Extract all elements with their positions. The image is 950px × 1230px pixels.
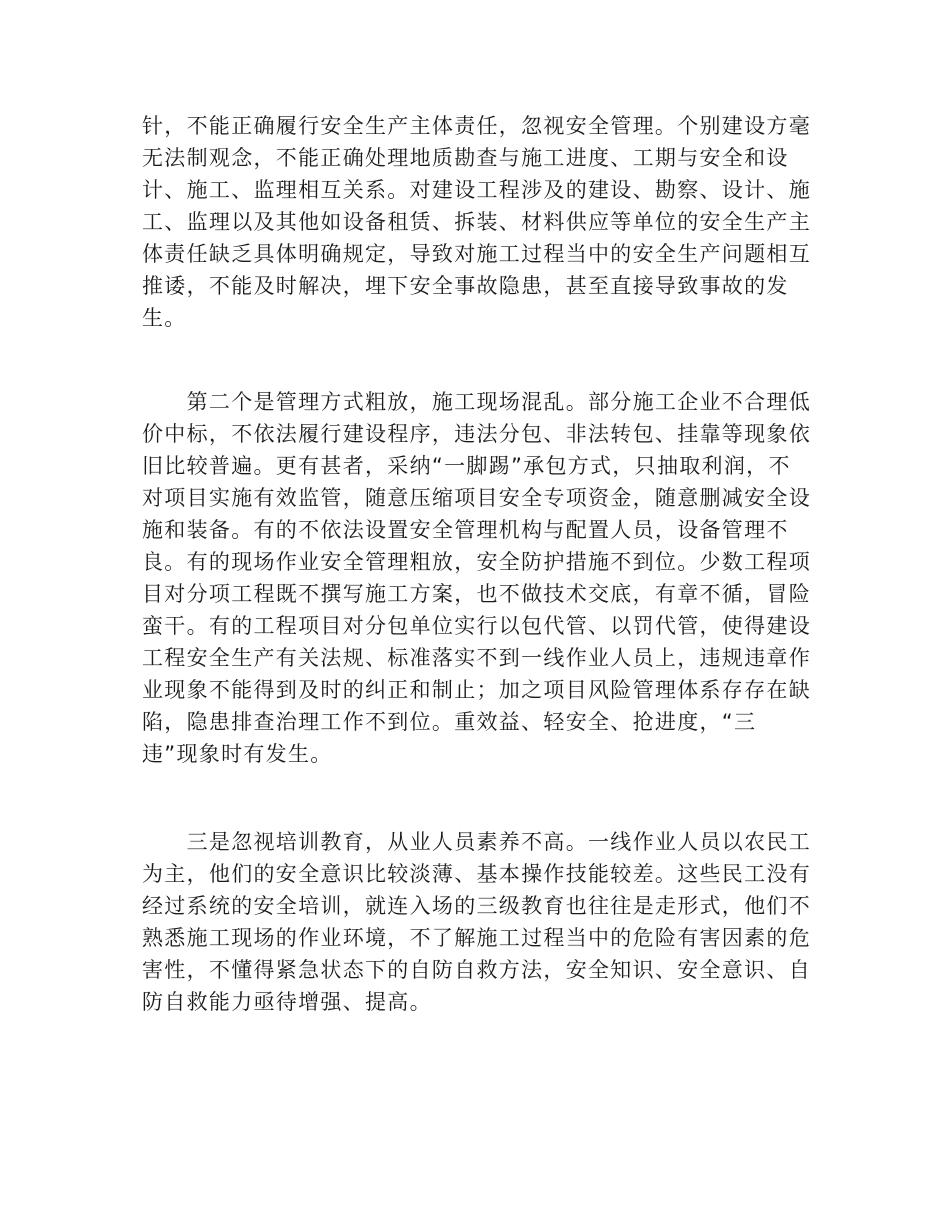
text-line: 价中标，不依法履行建设程序，违法分包、非法转包、挂靠等现象依	[142, 422, 811, 446]
text-line: 防自救能力亟待增强、提高。	[142, 990, 432, 1014]
text-line: 第二个是管理方式粗放，施工现场混乱。部分施工企业不合理低	[142, 390, 811, 414]
text-line: 旧比较普遍。更有甚者，采纳“一脚踢”承包方式，只抽取利润，不	[142, 454, 791, 478]
text-line: 无法制观念，不能正确处理地质勘查与施工进度、工期与安全和设	[142, 146, 789, 170]
text-line: 体责任缺乏具体明确规定，导致对施工过程当中的安全生产问题相互	[142, 242, 811, 266]
text-line: 针，不能正确履行安全生产主体责任，忽视安全管理。个别建设方毫	[142, 114, 811, 138]
text-line: 良。有的现场作业安全管理粗放，安全防护措施不到位。少数工程项	[142, 550, 811, 574]
text-line: 违”现象时有发生。	[142, 742, 333, 766]
text-line: 陷，隐患排查治理工作不到位。重效益、轻安全、抢进度，“三	[142, 710, 757, 734]
text-line: 熟悉施工现场的作业环境，不了解施工过程当中的危险有害因素的危	[142, 926, 811, 950]
paragraph-responsibility	[142, 110, 812, 334]
text-line: 目对分项工程既不撰写施工方案，也不做技术交底，有章不循，冒险	[142, 582, 811, 606]
text-line: 三是忽视培训教育，从业人员素养不高。一线作业人员以农民工	[142, 830, 811, 854]
text-line: 为主，他们的安全意识比较淡薄、基本操作技能较差。这些民工没有	[142, 862, 811, 886]
text-line: 蛮干。有的工程项目对分包单位实行以包代管、以罚代管，使得建设	[142, 614, 811, 638]
text-line: 工程安全生产有关法规、标准落实不到一线作业人员上，违规违章作	[142, 646, 811, 670]
text-line: 推诿，不能及时解决，埋下安全事故隐患，甚至直接导致事故的发	[142, 274, 789, 298]
text-line: 计、施工、监理相互关系。对建设工程涉及的建设、勘察、设计、施	[142, 178, 811, 202]
text-line: 对项目实施有效监管，随意压缩项目安全专项资金，随意删减安全设	[142, 486, 811, 510]
text-line: 经过系统的安全培训，就连入场的三级教育也往往是走形式，他们不	[142, 894, 811, 918]
paragraph-training	[142, 826, 812, 1018]
text-line: 工、监理以及其他如设备租赁、拆装、材料供应等单位的安全生产主	[142, 210, 811, 234]
text-line: 生。	[142, 306, 187, 330]
paragraph-management	[142, 386, 812, 770]
text-line: 业现象不能得到及时的纠正和制止；加之项目风险管理体系存存在缺	[142, 678, 811, 702]
text-line: 害性，不懂得紧急状态下的自防自救方法，安全知识、安全意识、自	[142, 958, 811, 982]
text-line: 施和装备。有的不依法设置安全管理机构与配置人员，设备管理不	[142, 518, 789, 542]
